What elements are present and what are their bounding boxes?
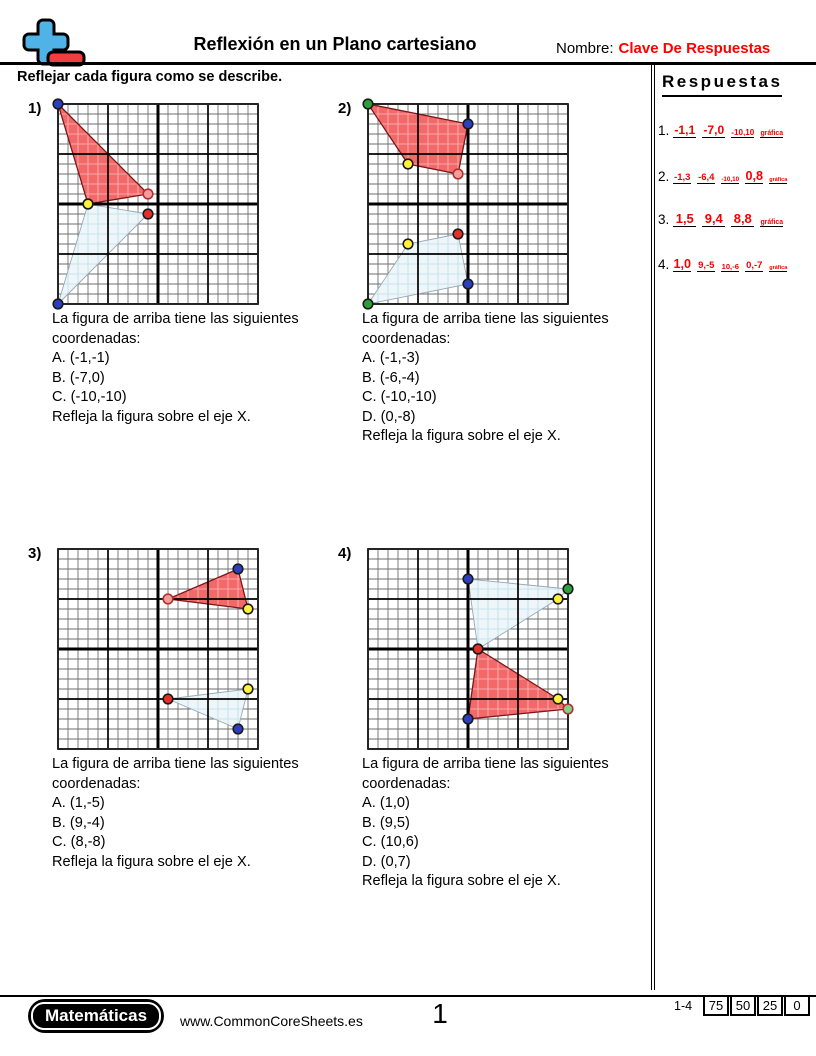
vertex-dot-yellow <box>403 239 413 249</box>
coordinate-line: D. (0,7) <box>362 853 411 870</box>
problem-intro: La figura de arriba tiene las siguientes coordenadas: <box>362 756 609 792</box>
vertex-dot-red <box>163 694 173 704</box>
coordinate-line: D. (0,-8) <box>362 408 416 425</box>
problem-number: 2) <box>338 100 352 117</box>
vertex-dot-green <box>363 99 373 109</box>
vertex-dot-green <box>563 584 573 594</box>
answer-number: 4. <box>658 257 670 272</box>
answer-value: gráfica <box>760 121 783 138</box>
problem-prompt: Refleja la figura sobre el eje X. <box>362 428 561 444</box>
vertex-dot-green <box>363 299 373 309</box>
page-title: Reflexión en un Plano cartesiano <box>193 34 477 54</box>
brand-label: Matemáticas <box>31 1002 161 1030</box>
coordinate-line: C. (-10,-10) <box>52 389 127 405</box>
coordinate-grid-3 <box>58 549 258 749</box>
score-cell: 50 <box>730 995 756 1016</box>
answer-value: 1,5 <box>673 210 696 227</box>
answers-divider <box>651 65 655 990</box>
coordinate-line: B. (-7,0) <box>52 369 105 386</box>
vertex-dot-blue <box>233 724 243 734</box>
answer-value: gráfica <box>760 210 783 227</box>
answer-value: 9,4 <box>702 210 725 227</box>
brand-badge <box>28 999 164 1033</box>
vertex-dot-blue <box>463 574 473 584</box>
vertex-dot-blue <box>463 279 473 289</box>
problem-text <box>362 310 657 447</box>
coordinate-grid-1 <box>58 104 258 304</box>
problem-prompt: Refleja la figura sobre el eje X. <box>52 408 251 425</box>
answer-row-3 <box>658 210 812 227</box>
answer-value: 1,0 <box>673 257 692 271</box>
vertex-dot-red <box>473 644 483 654</box>
answer-value: -1,3 <box>673 167 691 184</box>
problem-1 <box>28 96 348 536</box>
coordinate-line: C. (10,6) <box>362 834 419 850</box>
answer-value: 9,-5 <box>697 255 715 272</box>
answer-value: -10,10 <box>731 121 754 138</box>
problem-intro: La figura de arriba tiene las siguientes coordenadas: <box>362 311 609 347</box>
answer-row-1 <box>658 121 812 138</box>
answer-value: 0,8 <box>745 169 764 183</box>
page-number: 1 <box>432 998 448 1029</box>
vertex-dot-blue <box>463 714 473 724</box>
vertex-dot-blue <box>463 119 473 129</box>
vertex-dot-red-light <box>163 594 173 604</box>
vertex-dot-yellow <box>403 159 413 169</box>
worksheet-instruction: Reflejar cada figura como se describe. <box>17 69 283 85</box>
coordinate-line: A. (1,-5) <box>52 795 105 811</box>
name-label: Nombre: <box>556 40 614 57</box>
problem-2 <box>338 96 658 536</box>
problem-number: 4) <box>338 545 352 562</box>
score-cell: 0 <box>784 995 810 1016</box>
score-cell: 75 <box>703 995 729 1016</box>
coordinate-line: A. (-1,-3) <box>362 350 420 366</box>
answer-value: -6,4 <box>697 167 715 184</box>
score-range: 1-4 <box>674 999 693 1013</box>
answer-value: 10,-6 <box>721 255 739 272</box>
answer-value: -1,1 <box>674 123 696 137</box>
problem-text <box>362 755 657 892</box>
problem-text <box>52 755 347 872</box>
answer-value: gráfica <box>769 255 787 272</box>
answers-title: Respuestas <box>662 72 782 97</box>
vertex-dot-red <box>453 229 463 239</box>
vertex-dot-yellow <box>553 594 563 604</box>
problem-intro: La figura de arriba tiene las siguientes coordenadas: <box>52 311 299 347</box>
answer-value: -7,0 <box>703 123 725 137</box>
problem-prompt: Refleja la figura sobre el eje X. <box>52 853 251 870</box>
answer-row-4 <box>658 255 812 272</box>
coordinate-grid-4 <box>368 549 568 749</box>
problem-number: 1) <box>28 100 42 117</box>
footer-rule <box>0 995 816 997</box>
problem-4 <box>338 541 658 981</box>
coordinate-grid-2 <box>368 104 568 304</box>
vertex-dot-yellow <box>553 694 563 704</box>
coordinate-line: B. (9,5) <box>362 814 410 831</box>
coordinate-line: B. (-6,-4) <box>362 369 420 386</box>
header-rule <box>0 62 816 65</box>
score-cell: 25 <box>757 995 783 1016</box>
answer-row-2 <box>658 167 812 184</box>
score-table <box>703 995 811 1016</box>
problem-3 <box>28 541 348 981</box>
answer-value: 0,-7 <box>745 255 763 272</box>
problem-prompt: Refleja la figura sobre el eje X. <box>362 873 561 889</box>
vertex-dot-red-light <box>453 169 463 179</box>
coordinate-line: C. (-10,-10) <box>362 389 437 405</box>
answer-number: 1. <box>658 123 670 138</box>
answer-value: 8,8 <box>731 210 754 227</box>
vertex-dot-yellow <box>243 684 253 694</box>
vertex-dot-red <box>143 209 153 219</box>
answer-number: 2. <box>658 169 670 184</box>
vertex-dot-yellow <box>243 604 253 614</box>
problem-intro: La figura de arriba tiene las siguientes coordenadas: <box>52 756 299 792</box>
answer-number: 3. <box>658 212 670 227</box>
answer-key-label: Clave De Respuestas <box>618 40 771 57</box>
name-area <box>556 40 770 57</box>
vertex-dot-blue <box>53 299 63 309</box>
answer-value: gráfica <box>769 167 787 184</box>
coordinate-line: A. (-1,-1) <box>52 350 110 366</box>
problem-text <box>52 310 347 427</box>
coordinate-line: A. (1,0) <box>362 795 410 811</box>
coordinate-line: C. (8,-8) <box>52 834 106 850</box>
problem-number: 3) <box>28 545 42 562</box>
vertex-dot-blue <box>233 564 243 574</box>
site-url: www.CommonCoreSheets.es <box>180 1013 363 1029</box>
vertex-dot-yellow <box>83 199 93 209</box>
vertex-dot-green-light <box>563 704 573 714</box>
answer-value: -10,10 <box>721 167 739 184</box>
vertex-dot-red-light <box>143 189 153 199</box>
vertex-dot-blue <box>53 99 63 109</box>
coordinate-line: B. (9,-4) <box>52 814 105 831</box>
